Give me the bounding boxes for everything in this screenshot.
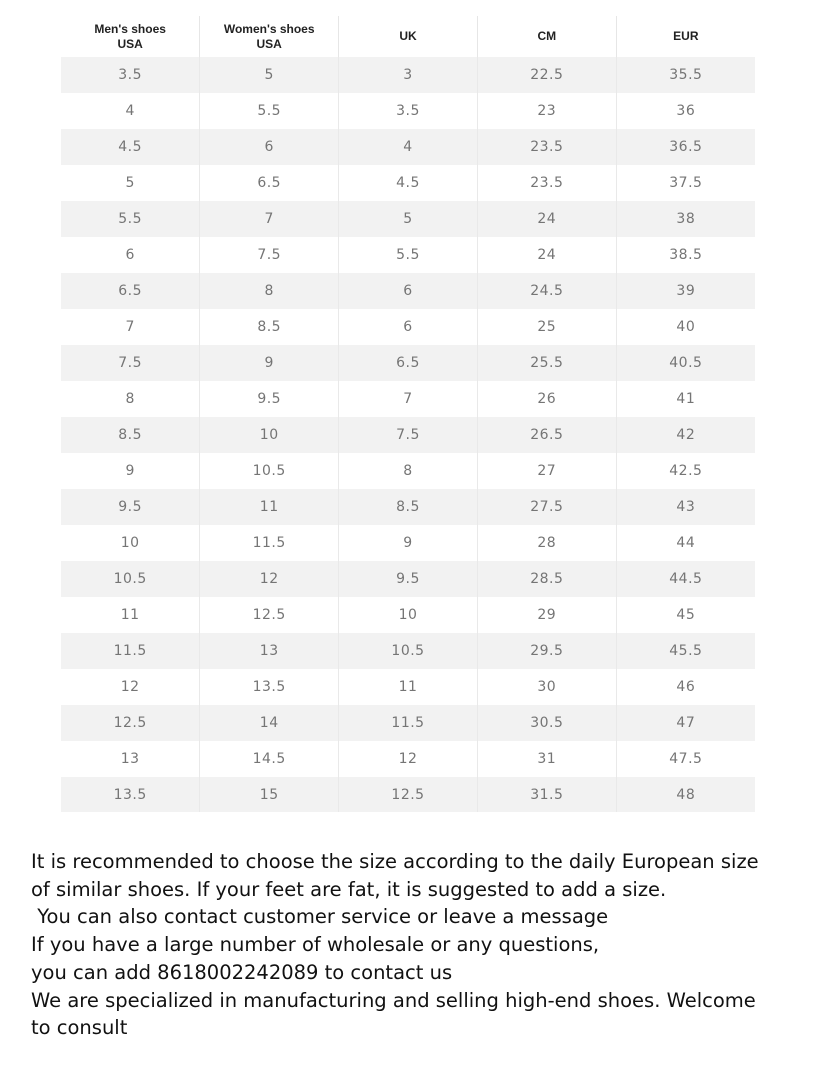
header-row [61, 16, 755, 57]
cm-cell: 28.5 [477, 561, 616, 597]
header-text: Men's shoes [94, 21, 166, 36]
mens-usa-cell: 5 [61, 165, 200, 201]
womens-usa-cell: 9.5 [200, 381, 339, 417]
mens-usa-cell: 6 [61, 237, 200, 273]
table-row [61, 669, 755, 705]
eur-cell: 44.5 [616, 561, 755, 597]
womens-usa-cell: 13.5 [200, 669, 339, 705]
uk-cell: 8 [339, 453, 478, 489]
table-row [61, 417, 755, 453]
note-line: to consult [31, 1016, 128, 1040]
uk-cell: 6 [339, 273, 478, 309]
size-chart-table [61, 16, 755, 812]
uk-cell: 10 [339, 597, 478, 633]
cm-cell: 28 [477, 525, 616, 561]
table-row [61, 273, 755, 309]
eur-cell: 38.5 [616, 237, 755, 273]
mens-usa-cell: 6.5 [61, 273, 200, 309]
mens-usa-cell: 10 [61, 525, 200, 561]
cm-cell: 30.5 [477, 705, 616, 741]
mens-usa-cell: 13 [61, 741, 200, 777]
eur-cell: 35.5 [616, 57, 755, 93]
table-row [61, 525, 755, 561]
mens-usa-cell: 7.5 [61, 345, 200, 381]
table-row [61, 201, 755, 237]
header-text: USA [256, 36, 282, 51]
note-line: of similar shoes. If your feet are fat, it is suggested to add a size. [31, 877, 667, 901]
womens-usa-cell: 15 [200, 777, 339, 812]
uk-cell: 9 [339, 525, 478, 561]
cm-cell: 25 [477, 309, 616, 345]
cm-cell: 26.5 [477, 417, 616, 453]
womens-usa-cell: 6 [200, 129, 339, 165]
womens-usa-cell: 11 [200, 489, 339, 525]
header-text: EUR [673, 29, 699, 43]
uk-cell: 9.5 [339, 561, 478, 597]
womens-usa-cell: 12 [200, 561, 339, 597]
womens-usa-cell: 10 [200, 417, 339, 453]
cm-cell: 26 [477, 381, 616, 417]
uk-cell: 4 [339, 129, 478, 165]
cm-cell: 24.5 [477, 273, 616, 309]
note-line: It is recommended to choose the size according to the daily European size [31, 850, 759, 873]
mens-usa-cell: 7 [61, 309, 200, 345]
mens-usa-cell: 8.5 [61, 417, 200, 453]
uk-cell: 8.5 [339, 489, 478, 525]
cm-cell: 23.5 [477, 165, 616, 201]
header-text: CM [537, 29, 557, 43]
size-chart-body [61, 57, 755, 812]
uk-cell: 7.5 [339, 417, 478, 453]
mens-usa-cell: 9.5 [61, 489, 200, 525]
uk-cell: 4.5 [339, 165, 478, 201]
uk-cell: 6.5 [339, 345, 478, 381]
uk-cell: 12.5 [339, 777, 478, 812]
table-row [61, 129, 755, 165]
womens-usa-cell: 7.5 [200, 237, 339, 273]
table-row [61, 453, 755, 489]
eur-cell: 46 [616, 669, 755, 705]
eur-cell: 39 [616, 273, 755, 309]
note-line: If you have a large number of wholesale or any questions, [31, 933, 600, 957]
womens-usa-cell: 8.5 [200, 309, 339, 345]
table-row [61, 237, 755, 273]
cm-cell: 23.5 [477, 129, 616, 165]
table-row [61, 381, 755, 417]
uk-cell: 5 [339, 201, 478, 237]
cm-cell: 24 [477, 201, 616, 237]
eur-cell: 40 [616, 309, 755, 345]
mens-usa-cell: 12.5 [61, 705, 200, 741]
eur-cell: 40.5 [616, 345, 755, 381]
size-chart-header [61, 16, 755, 57]
mens-usa-cell: 11 [61, 597, 200, 633]
table-row [61, 345, 755, 381]
uk-cell: 12 [339, 741, 478, 777]
note-line: you can add 8618002242089 to contact us [31, 960, 453, 984]
cm-cell: 24 [477, 237, 616, 273]
cm-cell: 31.5 [477, 777, 616, 812]
table-row [61, 489, 755, 525]
header-text: UK [399, 29, 417, 43]
eur-cell: 45 [616, 597, 755, 633]
header-mens-usa [61, 16, 200, 57]
table-row [61, 597, 755, 633]
cm-cell: 22.5 [477, 57, 616, 93]
eur-cell: 36.5 [616, 129, 755, 165]
uk-cell: 10.5 [339, 633, 478, 669]
womens-usa-cell: 7 [200, 201, 339, 237]
uk-cell: 3 [339, 57, 478, 93]
table-row [61, 561, 755, 597]
eur-cell: 42 [616, 417, 755, 453]
table-row [61, 741, 755, 777]
womens-usa-cell: 11.5 [200, 525, 339, 561]
mens-usa-cell: 4.5 [61, 129, 200, 165]
mens-usa-cell: 13.5 [61, 777, 200, 812]
uk-cell: 6 [339, 309, 478, 345]
mens-usa-cell: 10.5 [61, 561, 200, 597]
mens-usa-cell: 9 [61, 453, 200, 489]
womens-usa-cell: 14 [200, 705, 339, 741]
uk-cell: 11.5 [339, 705, 478, 741]
womens-usa-cell: 12.5 [200, 597, 339, 633]
header-text: Women's shoes [223, 21, 315, 36]
uk-cell: 11 [339, 669, 478, 705]
eur-cell: 48 [616, 777, 755, 812]
table-row [61, 633, 755, 669]
womens-usa-cell: 9 [200, 345, 339, 381]
mens-usa-cell: 4 [61, 93, 200, 129]
uk-cell: 7 [339, 381, 478, 417]
note-line: You can also contact customer service or leave a message [31, 905, 609, 929]
uk-cell: 5.5 [339, 237, 478, 273]
eur-cell: 45.5 [616, 633, 755, 669]
womens-usa-cell: 5.5 [200, 93, 339, 129]
uk-cell: 3.5 [339, 93, 478, 129]
womens-usa-cell: 14.5 [200, 741, 339, 777]
mens-usa-cell: 5.5 [61, 201, 200, 237]
cm-cell: 29.5 [477, 633, 616, 669]
mens-usa-cell: 11.5 [61, 633, 200, 669]
header-uk [339, 16, 478, 57]
mens-usa-cell: 8 [61, 381, 200, 417]
header-text: USA [117, 36, 143, 51]
cm-cell: 30 [477, 669, 616, 705]
table-row [61, 705, 755, 741]
cm-cell: 25.5 [477, 345, 616, 381]
eur-cell: 47.5 [616, 741, 755, 777]
table-row [61, 93, 755, 129]
eur-cell: 36 [616, 93, 755, 129]
cm-cell: 23 [477, 93, 616, 129]
mens-usa-cell: 3.5 [61, 57, 200, 93]
table-row [61, 777, 755, 812]
womens-usa-cell: 5 [200, 57, 339, 93]
table-row [61, 57, 755, 93]
cm-cell: 31 [477, 741, 616, 777]
eur-cell: 38 [616, 201, 755, 237]
table-row [61, 309, 755, 345]
eur-cell: 42.5 [616, 453, 755, 489]
table-row [61, 165, 755, 201]
womens-usa-cell: 10.5 [200, 453, 339, 489]
eur-cell: 43 [616, 489, 755, 525]
header-cm [477, 16, 616, 57]
note-line: We are specialized in manufacturing and selling high-end shoes. Welcome [31, 988, 756, 1012]
header-eur [616, 16, 755, 57]
cm-cell: 29 [477, 597, 616, 633]
sizing-notes [31, 848, 811, 1042]
eur-cell: 44 [616, 525, 755, 561]
cm-cell: 27 [477, 453, 616, 489]
womens-usa-cell: 13 [200, 633, 339, 669]
mens-usa-cell: 12 [61, 669, 200, 705]
eur-cell: 41 [616, 381, 755, 417]
cm-cell: 27.5 [477, 489, 616, 525]
eur-cell: 37.5 [616, 165, 755, 201]
header-womens-usa [200, 16, 339, 57]
womens-usa-cell: 8 [200, 273, 339, 309]
eur-cell: 47 [616, 705, 755, 741]
womens-usa-cell: 6.5 [200, 165, 339, 201]
